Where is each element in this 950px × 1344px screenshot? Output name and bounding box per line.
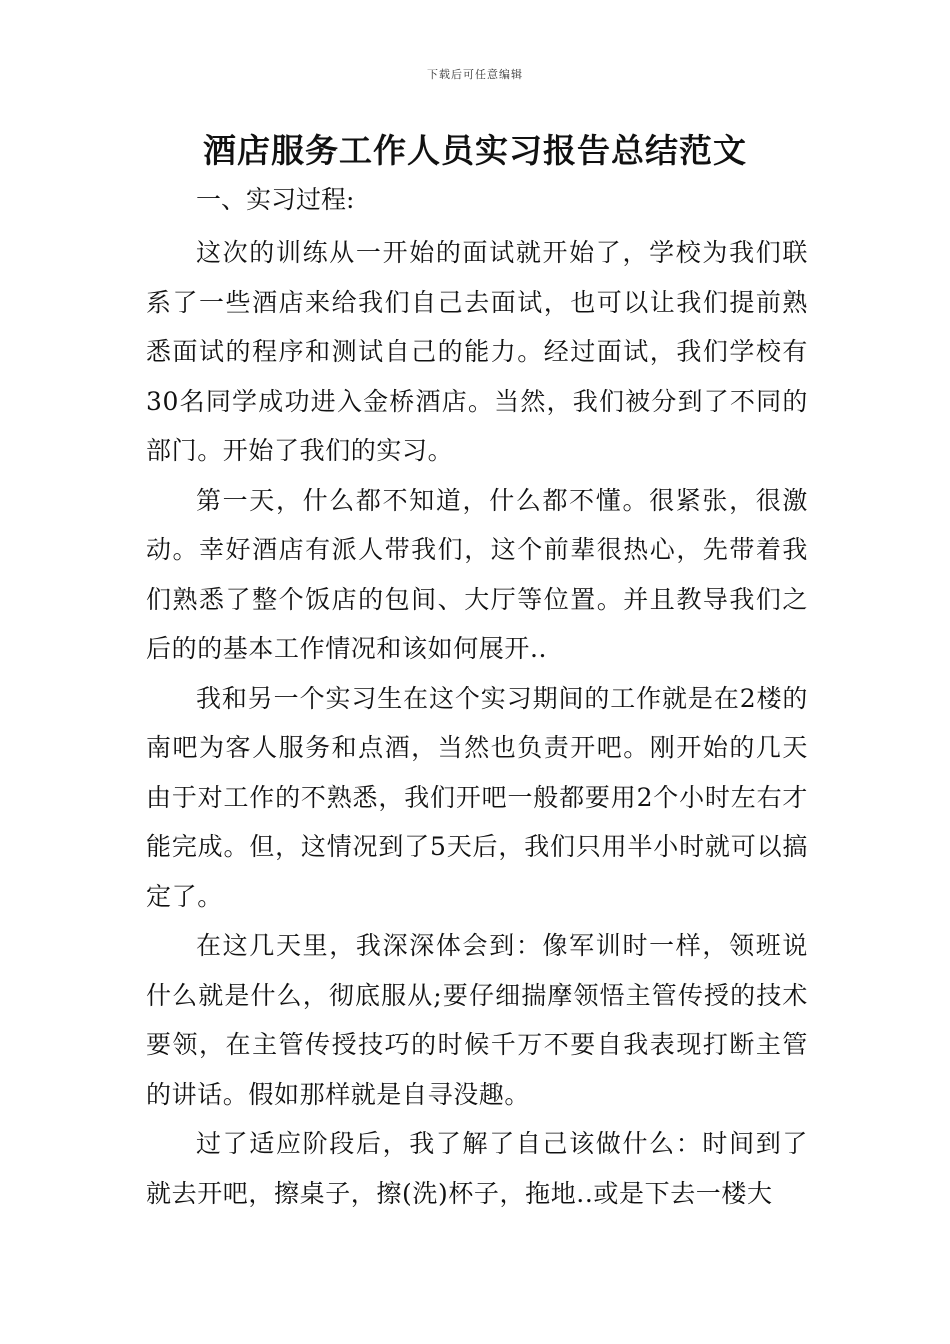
body-paragraph: 第一天，什么都不知道，什么都不懂。很紧张，很激动。幸好酒店有派人带我们，这个前辈很热心，先带着我们熟悉了整个饭店的包间、大厅等位置。并且教导我们之后的的基本工作情况和该如何展开.. xyxy=(146,485,808,663)
body-paragraph: 过了适应阶段后，我了解了自己该做什么：时间到了就去开吧，擦桌子，擦(洗)杯子，拖地..或是下去一楼大 xyxy=(146,1129,808,1208)
body-paragraph: 这次的训练从一开始的面试就开始了，学校为我们联系了一些酒店来给我们自己去面试，也可以让我们提前熟悉面试的程序和测试自己的能力。经过面试，我们学校有30名同学成功进入金桥酒店。当然，我们被分到了不同的部门。开始了我们的实习。 xyxy=(146,238,808,465)
page-header-note: 下载后可任意编辑 xyxy=(427,68,523,81)
body-paragraph: 在这几天里，我深深体会到：像军训时一样，领班说什么就是什么，彻底服从;要仔细揣摩领悟主管传授的技术要领，在主管传授技巧的时候千万不要自我表现打断主管的讲话。假如那样就是自寻没趣。 xyxy=(146,931,808,1109)
body-paragraph: 我和另一个实习生在这个实习期间的工作就是在2楼的南吧为客人服务和点酒，当然也负责开吧。刚开始的几天由于对工作的不熟悉，我们开吧一般都要用2个小时左右才能完成。但，这情况到了5天后，我们只用半小时就可以搞定了。 xyxy=(146,683,808,911)
document-title: 酒店服务工作人员实习报告总结范文 xyxy=(203,131,747,170)
section-heading: 一、实习过程: xyxy=(196,185,355,214)
document-body xyxy=(146,228,808,1218)
